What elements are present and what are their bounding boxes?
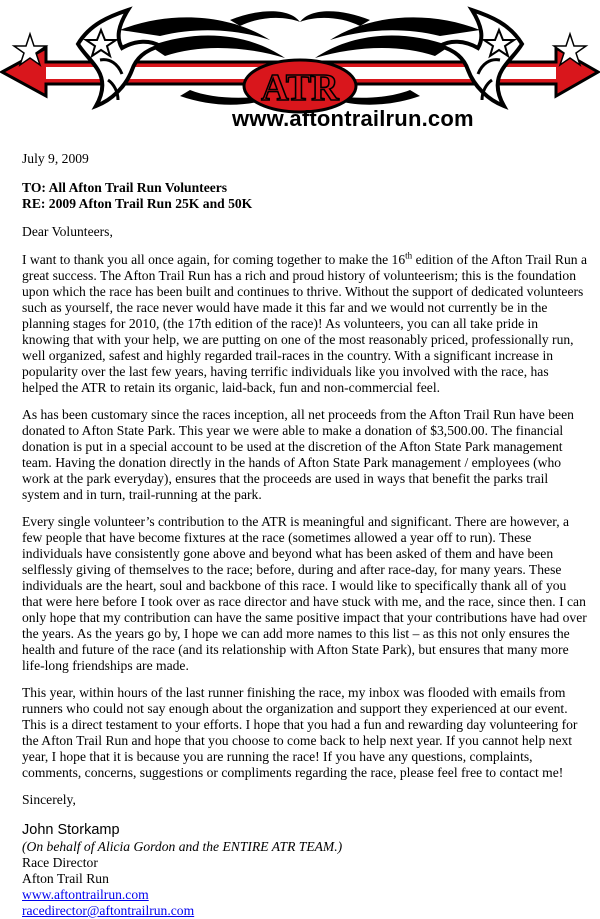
paragraph-4: This year, within hours of the last runner finishing the race, my inbox was flooded with emails from runners who could not say enough about the organization and support they experienced at our event. This is a direct testament to your efforts. I hope that you had a fun and rewarding day volunteering for the Afton Trail Run and hope that you choose to come back to help next year. If you cannot help next year, I hope that it is because you are running the race! If you have any questions, complaints, comments, concerns, suggestions or compliments regarding the race, please feel free to contact me! xyxy=(22,685,578,780)
salutation: Dear Volunteers, xyxy=(22,224,113,239)
ordinal-superscript: th xyxy=(405,250,413,261)
email-link[interactable]: racedirector@aftontrailrun.com xyxy=(22,903,195,918)
site-url-text: www.aftontrailrun.com xyxy=(232,106,474,131)
paragraph-2: As has been customary since the races inception, all net proceeds from the Afton Trail Run have been donated to Afton State Park. This year we were able to make a donation of $3,500.00. The financial donation is put in a special account to be used at the discretion of the Afton State Park management team. Having the donation directly in the hands of Afton State Park management / employees (who work at the park everyday), ensures that the proceeds are used in ways that benefit the parks trail system and in turn, trail-running at the park. xyxy=(22,407,574,502)
paragraph-1 xyxy=(22,252,588,396)
letter-body xyxy=(22,151,588,919)
atr-emblem xyxy=(244,60,356,112)
closing: Sincerely, xyxy=(22,792,76,807)
paragraph-1-text-a: I want to thank you all once again, for coming together to make the 16 xyxy=(22,252,406,267)
signer-note: (On behalf of Alicia Gordon and the ENTIRE ATR TEAM.) xyxy=(22,839,343,854)
signer-org: Afton Trail Run xyxy=(22,871,109,886)
letter-date: July 9, 2009 xyxy=(22,151,89,166)
signer-title: Race Director xyxy=(22,855,98,870)
letter-addressee-block xyxy=(22,180,588,212)
svg-text:ATR: ATR xyxy=(261,67,339,109)
signer-name: John Storkamp xyxy=(22,822,120,838)
paragraph-1-text-b: edition of the Afton Trail Run a great success. The Afton Trail Run has a rich and proud history of volunteerism; this is the foundation upon which the race has been built and continues to thrive. Without the support of dedicated volunteers such as yourself, the race never would have made it this far and we would not currently be in the planning stages for 2010, (the 17th edition of the race)! As volunteers, you can all take pride in knowing that with your help, we are putting on one of the most reasonably priced, professionally run, well organized, safest and highly regarded trail-races in the country. With a significant increase in popularity over the last few years, having terrific individuals like you involved with the race, has helped the ATR to retain its organic, laid-back, fun and non-commercial feel. xyxy=(22,252,587,395)
signature-block xyxy=(22,821,588,919)
paragraph-3: Every single volunteer’s contribution to the ATR is meaningful and significant. There are however, a few people that have become fixtures at the race (sometimes allowed a year off to run). These individuals have consistently gone above and beyond what has been asked of them and have been selflessly giving of themselves to the race; before, during and after race-day, for many years. These individuals are the heart, soul and backbone of this race. I would like to specifically thank all of you that were here before I took over as race director and have stuck with me, and the race, since then. I can only hope that my contribution can have the same positive impact that your contributions have had over the years. As the years go by, I hope we can add more names to this list – as this not only ensures the health and future of the race (and its relationship with Afton State Park), but ensures that many more life-long friendships are made. xyxy=(22,514,587,673)
re-line: RE: 2009 Afton Trail Run 25K and 50K xyxy=(22,196,253,211)
header-banner xyxy=(0,0,600,140)
website-link[interactable]: www.aftontrailrun.com xyxy=(22,887,149,902)
to-line: TO: All Afton Trail Run Volunteers xyxy=(22,180,228,195)
